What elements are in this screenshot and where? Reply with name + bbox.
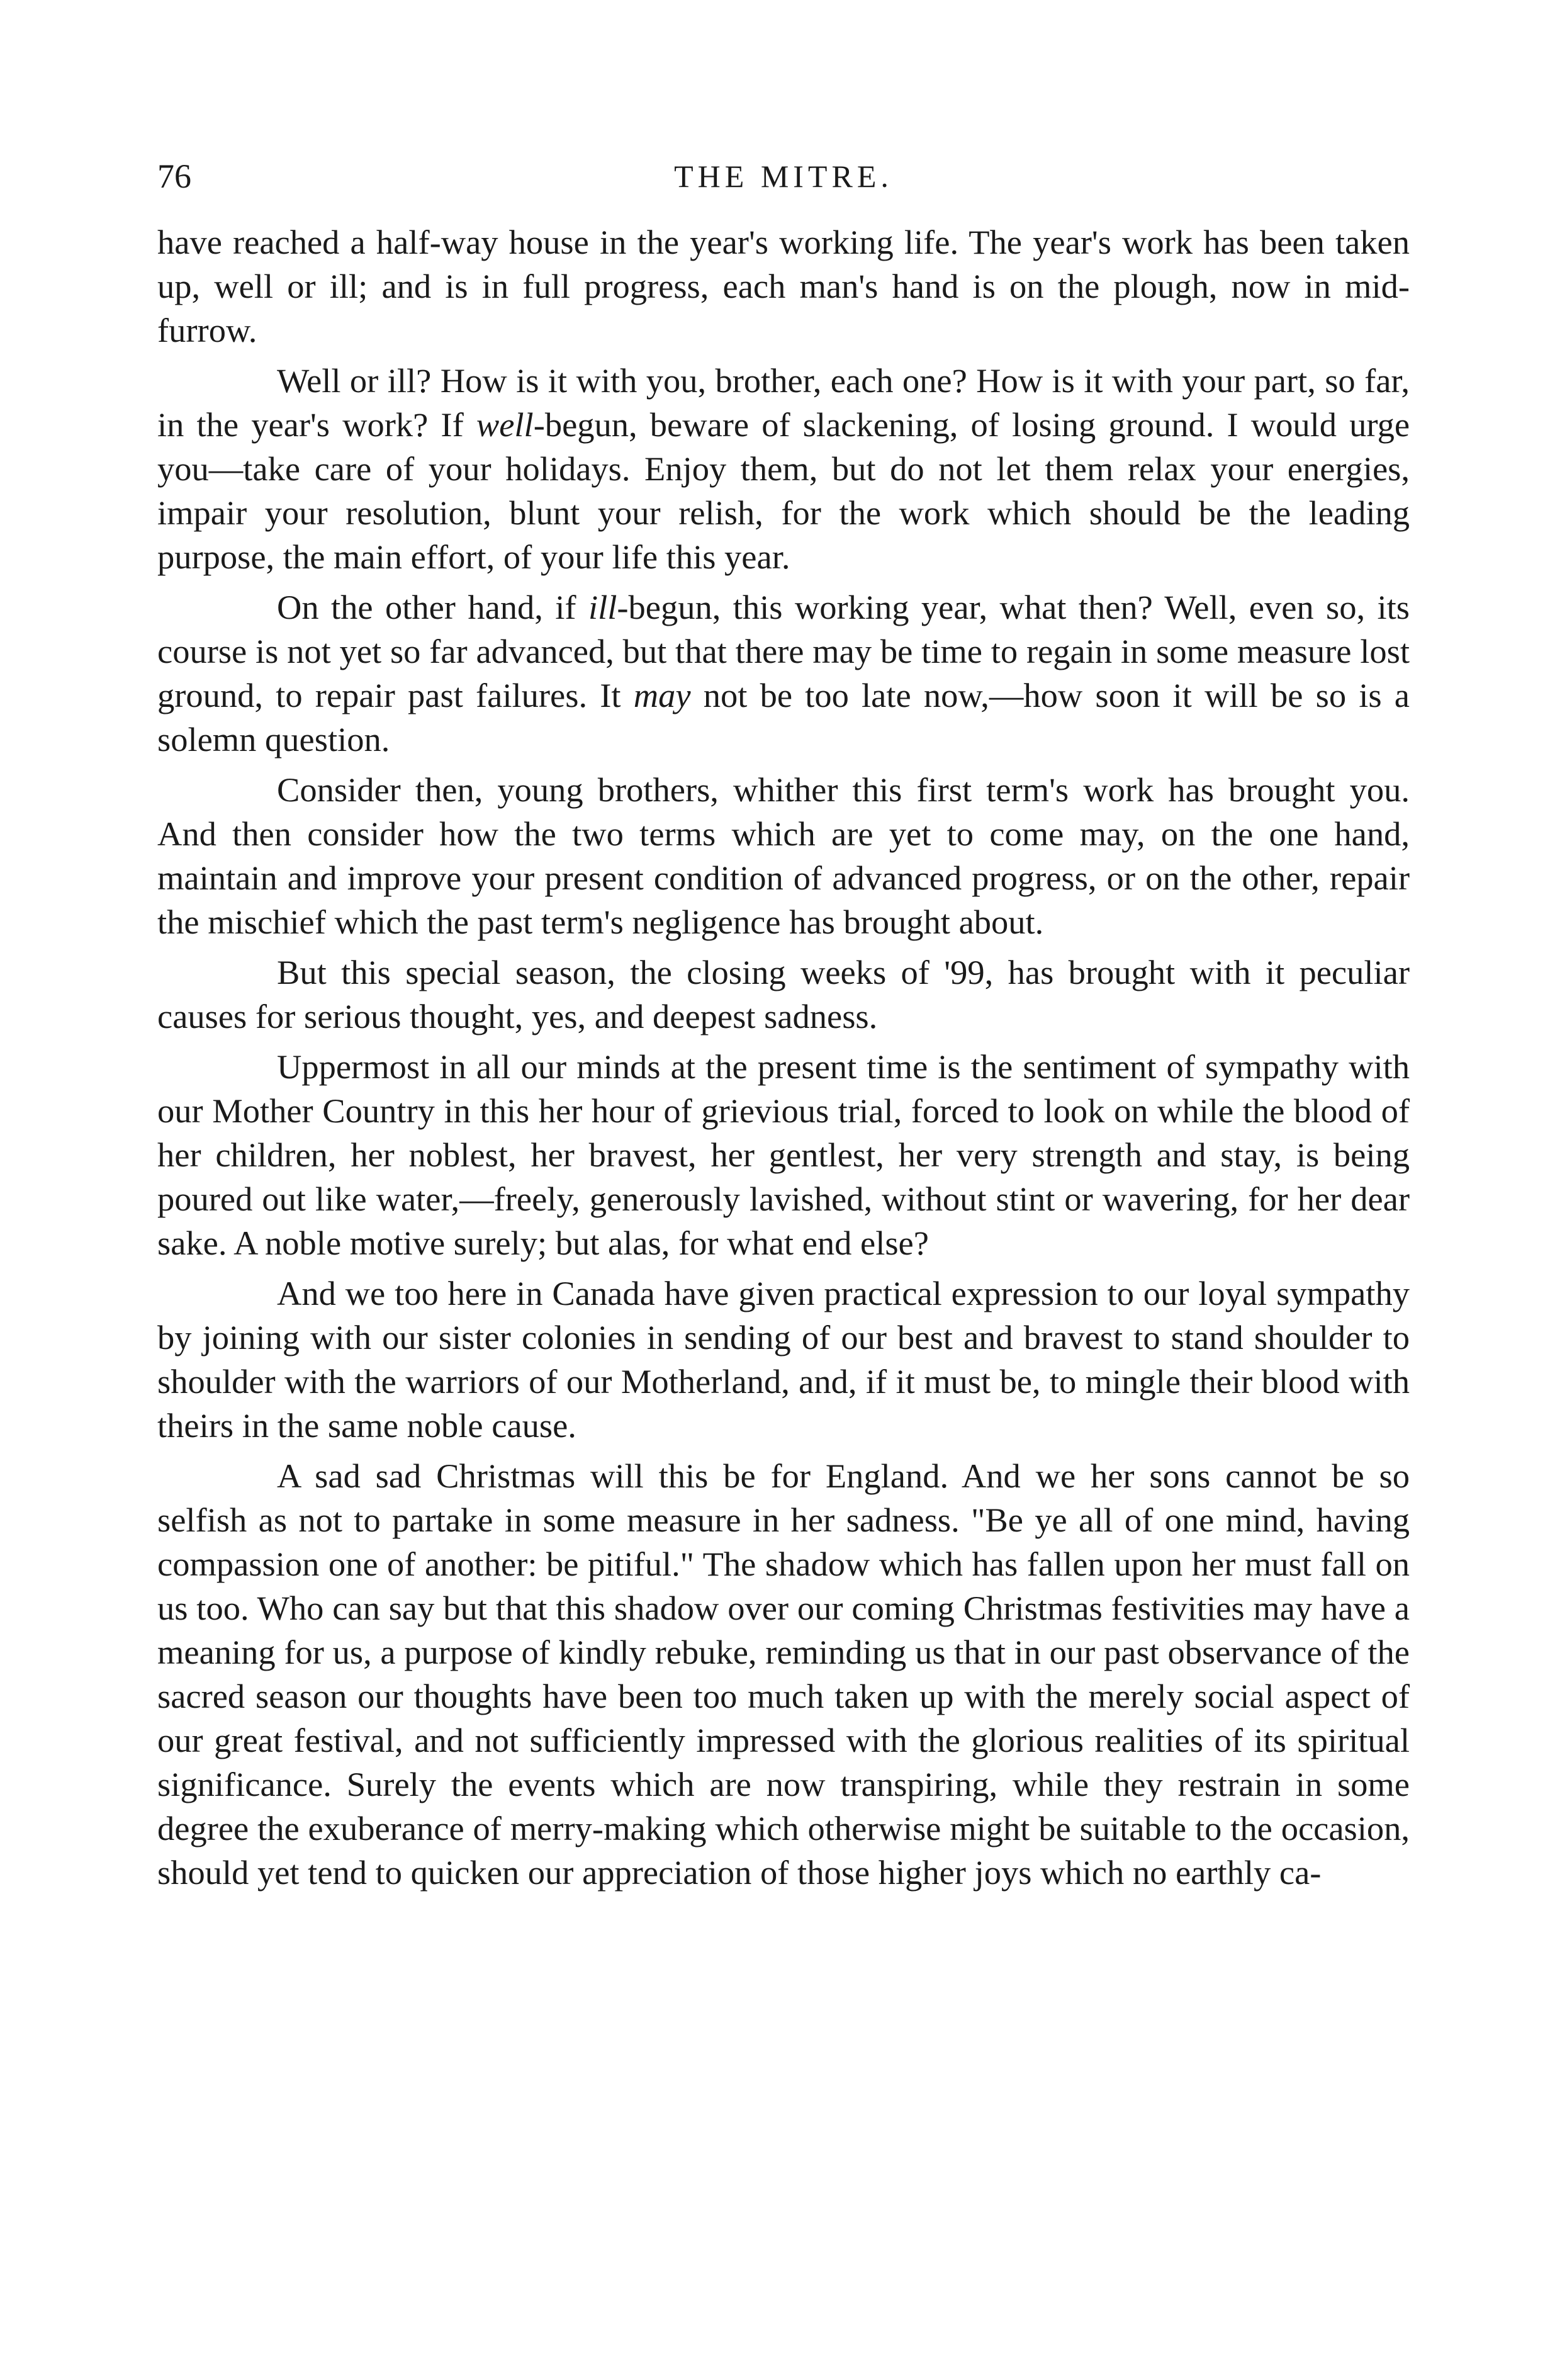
text-run: And we too here in Canada have given practical expression to our loyal sympathy by joining with our sister colonies in sending of our best and bravest to stand shoulder to shoulder with the warriors of our Motherland, and, if it must be, to mingle their blood with theirs in the same noble cause. (157, 1274, 1410, 1445)
text-run: But this special season, the closing weeks of '99, has brought with it peculiar causes for serious thought, yes, and deepest sadness. (157, 953, 1410, 1035)
body-text (157, 220, 1410, 1895)
paragraph (157, 950, 1410, 1039)
text-run: On the other hand, if (277, 588, 588, 626)
text-run: have reached a half-way house in the year's working life. The year's work has been taken up, well or ill; and is in full progress, each man's hand is on the plough, now in mid-furrow. (157, 223, 1410, 349)
italic-text: may (633, 676, 691, 714)
running-head (157, 154, 1410, 205)
paragraph (157, 1454, 1410, 1895)
paragraph (157, 359, 1410, 579)
paragraph (157, 220, 1410, 352)
text-run: A sad sad Christmas will this be for England. And we her sons cannot be so selfish as not to partake in some measure in her sadness. "Be ye all of one mind, having compassion one of another: be pitiful." The shadow which has fallen upon her must fall on us too. Who can say but that this shadow over our coming Christmas festivities may have a meaning for us, a purpose of kindly rebuke, reminding us that in our past observance of the sacred season our thoughts have been too much taken up with the merely social aspect of our great festival, and not sufficiently impressed with the glorious realities of its spiritual significance. Surely the events which are now transpiring, while they restrain in some degree the exuberance of merry-making which otherwise might be suitable to the occasion, should yet tend to quicken our appreciation of those higher joys which no earthly ca- (157, 1457, 1410, 1892)
italic-text: ill (588, 588, 617, 626)
text-run: -begun, this working year, what then? Well, even so, its course is not yet so far advanced, but that there may be time to regain in some measure lost ground, to repair past failures. It (157, 588, 1410, 714)
text-run: not be too late now,—how soon it will be so is a solemn question. (157, 676, 1410, 759)
text-run: Well or ill? How is it with you, brother, each one? How is it with your part, so far, in the year's work? If (157, 361, 1410, 444)
paragraph (157, 585, 1410, 762)
journal-title: THE MITRE. (674, 159, 893, 194)
text-run: Consider then, young brothers, whither this first term's work has brought you. And then consider how the two terms which are yet to come may, on the one hand, maintain and improve your present condition of advanced progress, or on the other, repair the mischief which the past term's negligence has brought about. (157, 770, 1410, 941)
paragraph (157, 768, 1410, 944)
text-run: -begun, beware of slackening, of losing ground. I would urge you—take care of your holidays. Enjoy them, but do not let them relax your energies, impair your resolution, blunt your relish, for the work which should be the leading purpose, the main effort, of your life this year. (157, 405, 1410, 576)
paragraph (157, 1045, 1410, 1265)
italic-text: well (476, 405, 534, 444)
paragraph (157, 1272, 1410, 1448)
page-number: 76 (157, 157, 191, 195)
text-run: Uppermost in all our minds at the present time is the sentiment of sympathy with our Mother Country in this her hour of grievious trial, forced to look on while the blood of her children, her noblest, her bravest, her gentlest, her very strength and stay, is being poured out like water,—freely, generously lavished, without stint or wavering, for her dear sake. A noble motive surely; but alas, for what end else? (157, 1047, 1410, 1262)
